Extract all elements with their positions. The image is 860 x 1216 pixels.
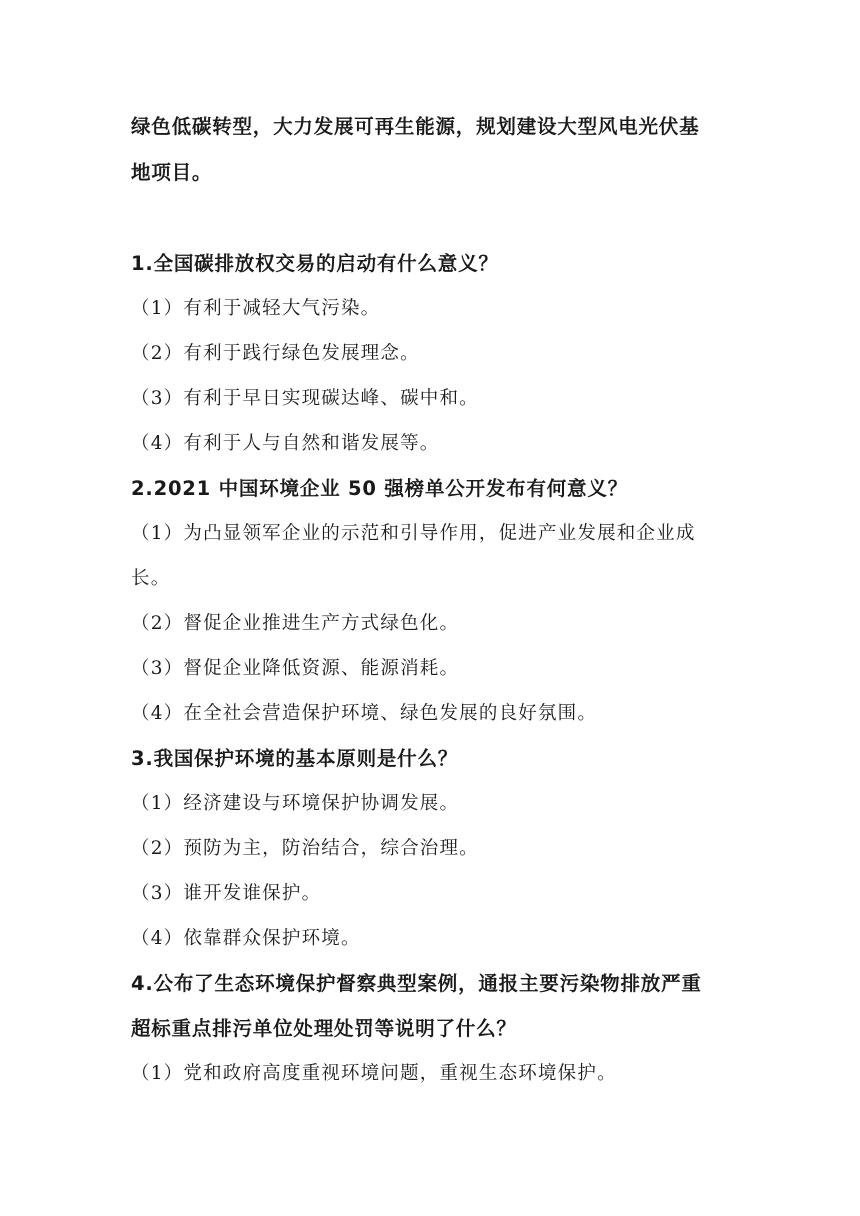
answer-4-1: （1）党和政府高度重视环境问题，重视生态环境保护。: [131, 1063, 617, 1084]
answer-3-1: （1）经济建设与环境保护协调发展。: [131, 793, 460, 814]
question-3: 3.我国保护环境的基本原则是什么？: [131, 747, 459, 770]
answer-2-1: （1）为凸显领军企业的示范和引导作用，促进产业发展和企业成: [131, 523, 696, 544]
answer-3-4: （4）依靠群众保护环境。: [131, 928, 361, 949]
answer-2-3: （3）督促企业降低资源、能源消耗。: [131, 658, 460, 679]
answer-1-3: （3）有利于早日实现碳达峰、碳中和。: [131, 388, 479, 409]
answer-1-1: （1）有利于减轻大气污染。: [131, 298, 381, 319]
answer-1-2: （2）有利于践行绿色发展理念。: [131, 343, 420, 364]
intro-line-1: 绿色低碳转型，大力发展可再生能源，规划建设大型风电光伏基: [131, 115, 700, 138]
question-4-cont: 超标重点排污单位处理处罚等说明了什么？: [131, 1017, 517, 1040]
answer-3-3: （3）谁开发谁保护。: [131, 883, 322, 904]
question-4: 4.公布了生态环境保护督察典型案例，通报主要污染物排放严重: [131, 972, 702, 995]
answer-2-1-cont: 长。: [131, 568, 171, 589]
question-1: 1.全国碳排放权交易的启动有什么意义？: [131, 252, 499, 275]
answer-3-2: （2）预防为主，防治结合，综合治理。: [131, 838, 479, 859]
answer-2-2: （2）督促企业推进生产方式绿色化。: [131, 613, 460, 634]
intro-line-2: 地项目。: [131, 161, 213, 184]
answer-1-4: （4）有利于人与自然和谐发展等。: [131, 433, 440, 454]
question-2: 2.2021 中国环境企业 50 强榜单公开发布有何意义？: [131, 477, 628, 500]
answer-2-4: （4）在全社会营造保护环境、绿色发展的良好氛围。: [131, 703, 598, 724]
